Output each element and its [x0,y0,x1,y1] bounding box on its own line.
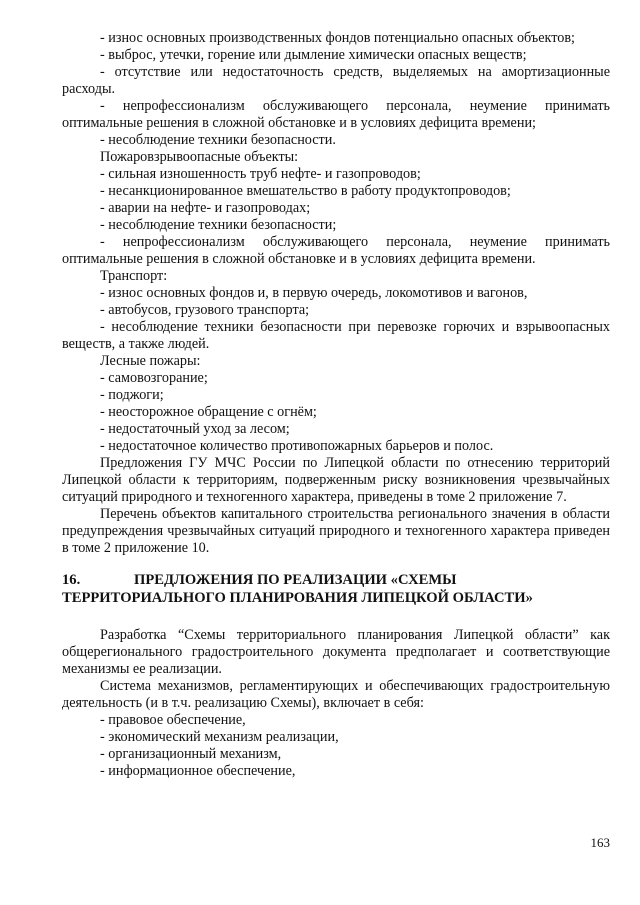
paragraph: Система механизмов, регламентирующих и обеспечивающих градостроительную деятельность (и в т.ч. реализацию Схемы), включает в себя: [62,678,610,711]
paragraph: Предложения ГУ МЧС России по Липецкой области по отнесению территорий Липецкой области к территориям, подверженным риску возникновения чрезвычайных ситуаций природного и техногенного характера, приведены в томе 2 приложение 7. [62,455,610,505]
paragraph: - отсутствие или недостаточность средств, выделяемых на амортизационные расходы. [62,64,610,97]
section-label: Транспорт: [100,268,168,284]
section-label: Пожаровзрывоопасные объекты: [100,149,299,165]
list-item: - недостаточный уход за лесом; [100,421,290,437]
paragraph: Перечень объектов капитального строительства регионального значения в области предупреждения чрезвычайных ситуаций природного и техногенного характера приведен в томе 2 приложение 10. [62,506,610,556]
paragraph: Разработка “Схемы территориального планирования Липецкой области” как общерегионального градостроительного документа предполагает и соответствующие механизмы ее реализации. [62,627,610,677]
list-item: - сильная изношенность труб нефте- и газопроводов; [100,166,421,182]
list-item: - несоблюдение техники безопасности; [100,217,337,233]
body-section-2 [62,627,610,780]
list-item: - износ основных фондов и, в первую очередь, локомотивов и вагонов, [100,285,528,301]
list-item: - правовое обеспечение, [100,712,246,728]
page-number: 163 [590,835,610,850]
list-item: - несоблюдение техники безопасности. [100,132,336,148]
list-item: - аварии на нефте- и газопроводах; [100,200,311,216]
paragraph: - несоблюдение техники безопасности при перевозке горючих и взрывоопасных веществ, а также людей. [62,319,610,352]
list-item: - организационный механизм, [100,746,282,762]
paragraph: - непрофессионализм обслуживающего персонала, неумение принимать оптимальные решения в сложной обстановке и в условиях дефицита времени; [62,98,610,131]
list-item: - информационное обеспечение, [100,763,296,779]
document-page [62,30,610,780]
list-item: - самовозгорание; [100,370,208,386]
list-item: - поджоги; [100,387,164,403]
paragraph: - износ основных производственных фондов потенциально опасных объектов; [100,30,576,46]
list-item: - неосторожное обращение с огнём; [100,404,317,420]
list-item: - автобусов, грузового транспорта; [100,302,310,318]
section-heading [62,571,610,607]
list-item: - несанкционированное вмешательство в работу продуктопроводов; [100,183,511,199]
section-label: Лесные пожары: [100,353,201,369]
list-item: - экономический механизм реализации, [100,729,339,745]
list-item: - выброс, утечки, горение или дымление химически опасных веществ; [100,47,527,63]
paragraph: - непрофессионализм обслуживающего персонала, неумение принимать оптимальные решения в сложной обстановке и в условиях дефицита времени. [62,234,610,267]
section-title: ПРЕДЛОЖЕНИЯ ПО РЕАЛИЗАЦИИ «СХЕМЫ ТЕРРИТОРИАЛЬНОГО ПЛАНИРОВАНИЯ ЛИПЕЦКОЙ ОБЛАСТИ» [62,572,533,606]
section-number: 16. [62,572,81,588]
list-item: - недостаточное количество противопожарных барьеров и полос. [100,438,494,454]
body-section-1 [62,30,610,557]
